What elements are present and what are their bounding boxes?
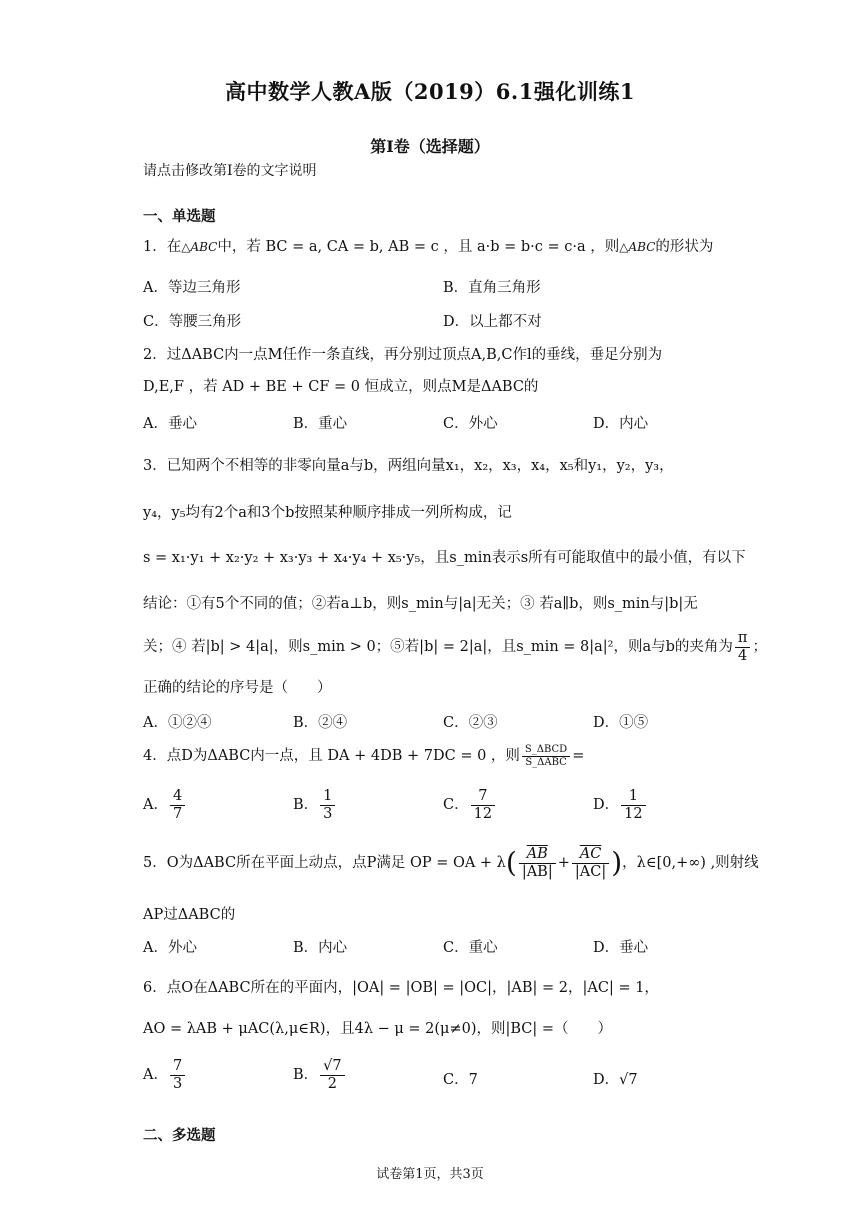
q6-option-d <box>593 1068 638 1089</box>
section-multi-choice: 二、多选题 <box>143 1127 216 1144</box>
q5-right-paren: ) <box>611 846 623 880</box>
q5-option-b: B．内心 <box>293 940 348 956</box>
q6-b-numerator: √7 <box>320 1058 344 1076</box>
question-2-line-1: 2．过ΔABC内一点M任作一条直线，再分别过顶点A,B,C作l的垂线，垂足分别为 <box>143 347 663 363</box>
q4-text: 4．点D为ΔABC内一点，且 DA + 4DB + 7DC = 0 ，则 <box>143 748 520 764</box>
q3-frac-denominator: 4 <box>738 647 748 664</box>
q5-plus: + <box>557 855 570 872</box>
q4-option-d <box>593 788 648 822</box>
q3-option-d: D．①⑤ <box>593 715 649 731</box>
q5-ac-denominator: |AC| <box>574 863 607 880</box>
q3-option-b: B．②④ <box>293 715 348 731</box>
q3-frac-numerator: π <box>735 630 751 648</box>
q5-text-end: ，λ∈[0,+∞) ,则射线 <box>622 855 759 872</box>
q6-option-d-value: √7 <box>619 1072 638 1088</box>
q3-line-5-end: ； <box>752 639 767 656</box>
question-3-line-2: y₄，y₅均有2个a和3个b按照某种顺序排成一列所构成，记 <box>143 505 512 521</box>
q4-option-c-label: C． <box>443 797 469 814</box>
q4-a-denominator: 7 <box>172 805 183 822</box>
q4-option-b-fraction <box>320 788 335 822</box>
question-6-line-1: 6．点O在ΔABC所在的平面内，|OA| = |OB| = |OC|，|AB| = 2，|AC| = 1， <box>143 980 659 996</box>
volume-note: 请点击修改第I卷的文字说明 <box>143 163 317 179</box>
q4-option-d-fraction <box>621 788 645 822</box>
question-3-line-6: 正确的结论的序号是（ ） <box>143 680 332 696</box>
page-footer: 试卷第1页，共3页 <box>376 1167 484 1182</box>
q6-option-b-fraction <box>320 1058 344 1092</box>
page-title: 高中数学人教A版（2019）6.1强化训练1 <box>225 79 635 104</box>
q4-d-denominator: 12 <box>624 805 643 822</box>
q2-option-c: C．外心 <box>443 416 498 432</box>
q1-triangle-2: △ABC <box>619 240 656 254</box>
q6-option-a <box>143 1058 187 1092</box>
q5-text: 5．O为ΔABC所在平面上动点，点P满足 OP = OA + λ <box>143 855 506 872</box>
q6-a-denominator: 3 <box>172 1075 183 1092</box>
q6-a-numerator: 7 <box>170 1058 185 1076</box>
q5-ab-numerator: $\overline{AB}$ <box>519 846 556 864</box>
q4-a-numerator: 4 <box>170 788 185 806</box>
q2-option-a: A．垂心 <box>143 416 197 432</box>
question-4 <box>143 744 584 768</box>
q5-option-c: C．重心 <box>443 940 498 956</box>
q6-option-d-label: D． <box>593 1072 620 1088</box>
q4-equals: = <box>572 748 585 764</box>
question-3-line-3: s = x₁·y₁ + x₂·y₂ + x₃·y₃ + x₄·y₄ + x₅·y₅，且s_min表示s所有可能取值中的最小值，有以下 <box>143 550 746 566</box>
q4-option-a <box>143 788 187 822</box>
q4-d-numerator: 1 <box>621 788 645 806</box>
question-3-line-1: 3．已知两个不相等的非零向量a与b，两组向量x₁，x₂，x₃，x₄，x₅和y₁，y₂，y₃， <box>143 458 674 474</box>
q1-triangle: △ABC <box>181 240 218 254</box>
q6-option-c-value: 7 <box>468 1072 478 1088</box>
q3-option-c: C．②③ <box>443 715 498 731</box>
q1-lead: 1．在 <box>143 239 182 255</box>
q5-unit-vector-ab <box>519 846 556 880</box>
q1-option-c: C．等腰三角形 <box>143 314 242 330</box>
question-2-line-2: D,E,F ，若 AD + BE + CF = 0 恒成立，则点M是ΔABC的 <box>143 379 539 395</box>
q4-option-d-label: D． <box>593 797 620 814</box>
q5-left-paren: ( <box>505 846 517 880</box>
q4-ratio-denominator: S_ΔABC <box>525 756 567 768</box>
q4-option-a-label: A． <box>143 797 168 814</box>
question-5-line-1 <box>143 846 759 880</box>
volume-heading: 第I卷（选择题） <box>370 137 490 156</box>
q4-option-c <box>443 788 497 822</box>
q4-option-b-label: B． <box>293 797 319 814</box>
question-3-line-4: 结论：①有5个不同的值；②若a⊥b，则s_min与|a|无关；③ 若a∥b，则s_min与|b|无 <box>143 596 698 612</box>
q4-option-a-fraction <box>170 788 185 822</box>
q6-option-a-fraction <box>170 1058 185 1092</box>
q2-option-b: B．重心 <box>293 416 348 432</box>
q1-option-d: D．以上都不对 <box>443 314 542 330</box>
q3-line-5-text: 关；④ 若|b| > 4|a|，则s_min > 0；⑤若|b| = 2|a|，且s_min = 8|a|²，则a与b的夹角为 <box>143 639 733 656</box>
q4-ratio-numerator: S_ΔBCD <box>522 744 570 757</box>
q5-ac-numerator: $\overline{AC}$ <box>572 846 609 864</box>
section-single-choice: 一、单选题 <box>143 208 216 225</box>
q6-option-c-label: C． <box>443 1072 469 1088</box>
q2-option-d: D．内心 <box>593 416 649 432</box>
q6-option-b <box>293 1058 347 1092</box>
q6-option-b-label: B． <box>293 1067 319 1084</box>
q5-option-a: A．外心 <box>143 940 197 956</box>
q5-unit-vector-ac <box>572 846 609 880</box>
question-1 <box>143 236 713 258</box>
q1-option-a: A．等边三角形 <box>143 280 241 296</box>
q6-option-c <box>443 1068 478 1089</box>
q1-option-b: B．直角三角形 <box>443 280 541 296</box>
q1-tail: 的形状为 <box>655 239 714 255</box>
q4-c-denominator: 12 <box>473 805 493 822</box>
q4-option-c-fraction <box>471 788 495 822</box>
question-5-line-2: AP过ΔABC的 <box>143 907 236 923</box>
q5-ab-denominator: |AB| <box>521 863 553 880</box>
q1-text: 中，若 BC = a, CA = b, AB = c ，且 a·b = b·c = c·a ，则 <box>217 239 620 255</box>
q3-option-a: A．①②④ <box>143 715 212 731</box>
q4-b-denominator: 3 <box>323 805 333 822</box>
question-3-line-5 <box>143 630 767 664</box>
q6-b-denominator: 2 <box>327 1075 337 1092</box>
q6-option-a-label: A． <box>143 1067 168 1084</box>
q5-option-d: D．垂心 <box>593 940 649 956</box>
q4-c-numerator: 7 <box>471 788 495 806</box>
q4-area-ratio <box>522 744 570 768</box>
q4-b-numerator: 1 <box>320 788 335 806</box>
question-6-line-2: AO = λAB + μAC(λ,μ∈R)，且4λ − μ = 2(μ≠0)，则|BC| =（ ） <box>143 1021 613 1037</box>
q4-option-b <box>293 788 337 822</box>
q3-angle-fraction <box>735 630 751 664</box>
